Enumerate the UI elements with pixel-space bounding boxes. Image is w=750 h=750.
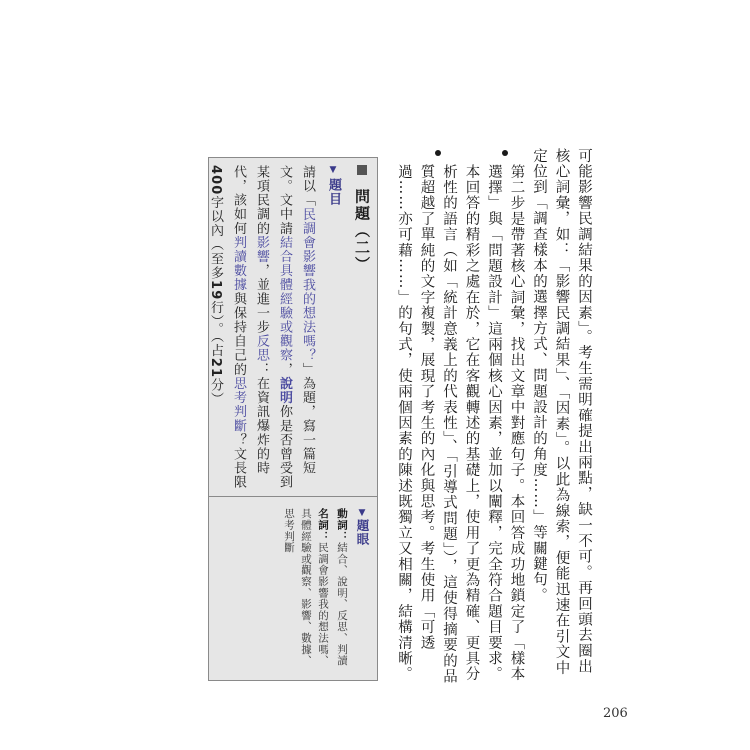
key-eye-subtitle-text: 題眼 xyxy=(355,519,370,546)
prompt-part: 請以「 xyxy=(300,165,315,208)
prompt-part-highlight: 影響 xyxy=(254,235,269,264)
question-title-text: 問題（二） xyxy=(353,188,371,274)
nouns-label: 名詞： xyxy=(317,508,329,542)
prompt-part: 分） xyxy=(208,378,223,407)
prompt-part-highlight: 結合具體經驗或觀察 xyxy=(277,235,292,363)
prompt-part-highlight: 說明 xyxy=(277,376,292,405)
box-divider xyxy=(208,496,378,497)
key-eye-verbs xyxy=(333,508,350,676)
page-number: 206 xyxy=(603,706,628,721)
paragraph-text: 本回答的精彩之處在於，它在客觀轉述的基礎上，使用了更為精確、更具分析性的語言（如「統計意義上的代表性」、「引導式問題」），這使得摘要的品質超越了單純的文字複製，展現了考生的內化與思考。考生使用「可透過……亦可藉……」的句式，使兩個因素的陳述既獨立又相關，結構清晰。 xyxy=(396,164,480,685)
question-subtitle xyxy=(323,165,343,490)
triangle-down-icon: ▼ xyxy=(328,165,338,176)
prompt-part-highlight: 判讀數據 xyxy=(231,235,246,292)
prompt-part: 字以內（至多 xyxy=(208,195,223,281)
prompt-part: ？文長限 xyxy=(231,432,246,490)
body-text xyxy=(395,148,595,688)
question-subtitle-text: 題目 xyxy=(326,178,341,206)
prompt-part-highlight: 思考判斷 xyxy=(231,376,246,433)
prompt-part: 與保持自己的 xyxy=(231,291,246,377)
prompt-part-number: 400 xyxy=(208,165,223,196)
prompt-part-number: 19 xyxy=(208,280,223,301)
paragraph-intro: 可能影響民調結果的因素」。考生需明確提出兩點，缺一不可。再回頭去圈出核心詞彙，如：「影響民調結果」、「因素」。以此為線索，便能迅速在引文中定位到「調查樣本的選擇方式、問題設計的角度……」等關鍵句。 xyxy=(531,148,592,676)
prompt-part: 」為題，寫一篇短文。文中請 xyxy=(277,165,315,476)
bullet-paragraph-highlight xyxy=(393,148,483,688)
prompt-part-highlight: 反思 xyxy=(254,334,269,363)
verbs-label: 動詞： xyxy=(336,508,348,542)
verbs-list: 結合、說明、反思、判讀 xyxy=(336,541,348,667)
bullet-dot-icon xyxy=(502,150,508,156)
key-eye-nouns xyxy=(280,508,331,676)
prompt-part: 你是否曾受到某項民調的 xyxy=(254,165,292,490)
square-bullet-icon xyxy=(357,165,367,175)
key-eye-subtitle xyxy=(352,508,372,676)
bullet-paragraph-step-two xyxy=(483,148,528,688)
nouns-list: 民調會影響我的想法嗎、具體經驗或觀察、影響、數據、思考判斷 xyxy=(283,508,329,667)
question-prompt xyxy=(204,165,319,490)
question-section xyxy=(208,165,373,490)
key-eye-section xyxy=(232,508,372,676)
prompt-part-number: 21 xyxy=(208,357,223,379)
prompt-part: ，並進一步 xyxy=(254,263,269,335)
question-title xyxy=(351,165,373,490)
prompt-part: ：在資訊爆炸的時代，該如何 xyxy=(231,165,269,476)
prompt-part: ， xyxy=(277,362,292,377)
triangle-down-icon: ▼ xyxy=(357,508,367,519)
bullet-dot-icon xyxy=(435,150,441,156)
prompt-part-highlight: 民調會影響我的想法嗎？ xyxy=(300,207,315,363)
prompt-part: 行）。（占 xyxy=(208,300,223,358)
paragraph-text: 第二步是帶著核心詞彙，找出文章中對應句子。本回答成功地鎖定了「樣本選擇」與「問題設計」這兩個核心因素，並加以闡釋，完全符合題目要求。 xyxy=(486,164,525,683)
